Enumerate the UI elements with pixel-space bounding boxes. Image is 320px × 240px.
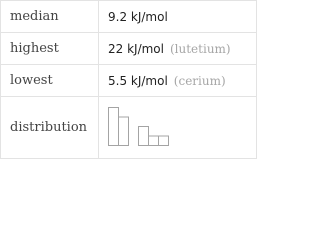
median-value: 9.2 kJ/mol — [108, 9, 168, 24]
distribution-histogram — [108, 106, 180, 150]
row-value-lowest — [99, 65, 257, 97]
row-label-highest: highest — [1, 33, 99, 65]
row-value-highest — [99, 33, 257, 65]
row-label-lowest: lowest — [1, 65, 99, 97]
row-label-median: median — [1, 1, 99, 33]
histogram-bar — [119, 117, 129, 146]
row-value-distribution — [99, 97, 257, 159]
histogram-bar — [149, 136, 159, 146]
table-row-highest — [1, 33, 257, 65]
histogram-bar — [139, 126, 149, 145]
histogram-bar — [159, 136, 169, 146]
row-value-median — [99, 1, 257, 33]
highest-value: 22 kJ/mol — [108, 41, 164, 56]
lowest-element-note: (cerium) — [173, 73, 226, 88]
row-label-distribution: distribution — [1, 97, 99, 159]
histogram-bar — [109, 107, 119, 145]
table-row-lowest — [1, 65, 257, 97]
lowest-value: 5.5 kJ/mol — [108, 73, 168, 88]
table-row-median — [1, 1, 257, 33]
highest-element-note: (lutetium) — [169, 41, 231, 56]
table-row-distribution — [1, 97, 257, 159]
